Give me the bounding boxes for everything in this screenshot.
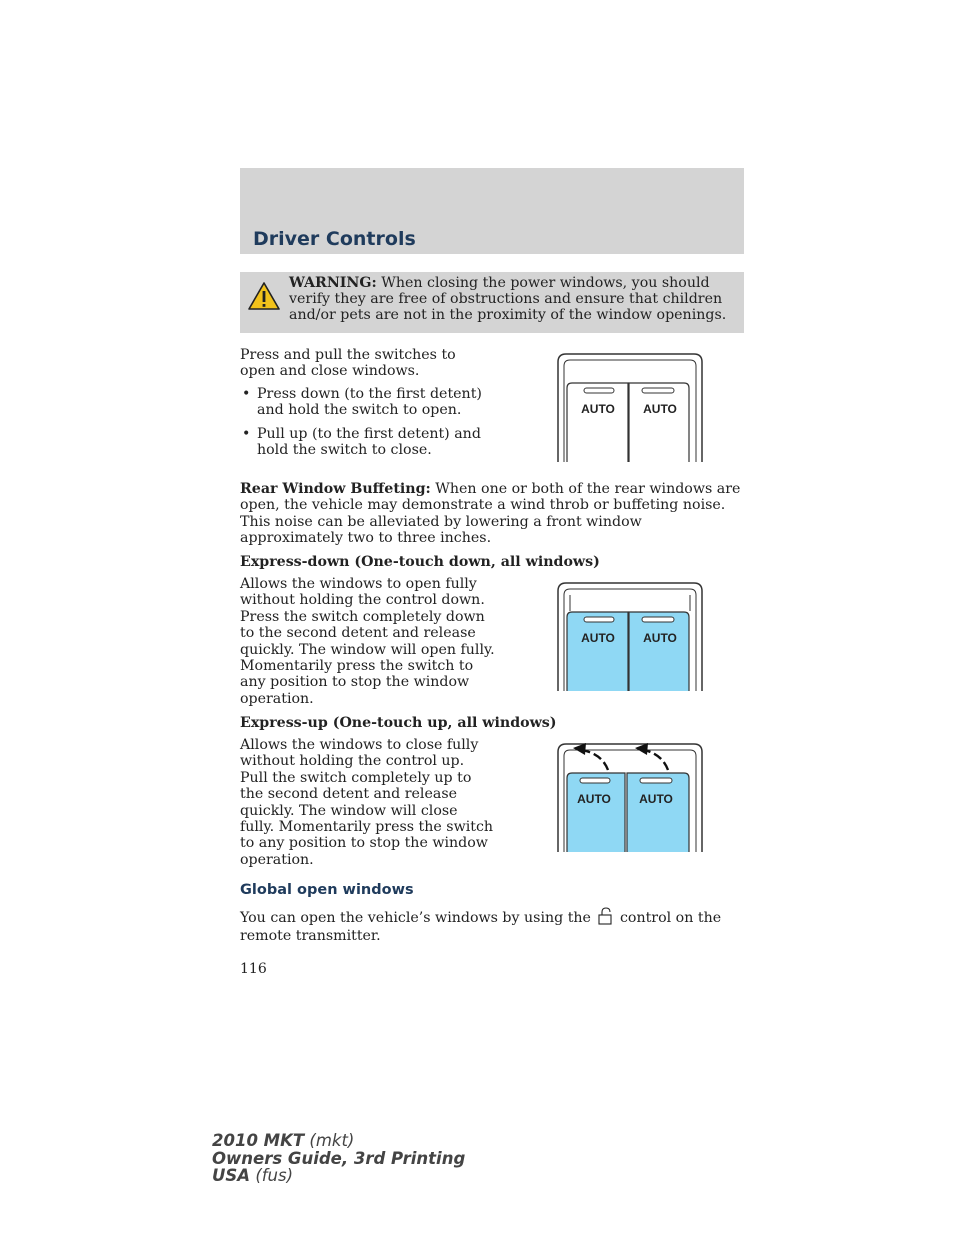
footer-model-code: (mkt) xyxy=(309,1131,355,1150)
global-open-text xyxy=(240,907,744,945)
switch-label-left: AUTO xyxy=(581,402,615,416)
express-down-illustration xyxy=(556,581,704,693)
bullet-item: • Press down (to the first detent) and hold the switch to open. xyxy=(240,386,492,419)
express-up-heading: Express-up (One-touch up, all windows) xyxy=(240,715,557,731)
warning-text: When closing the power windows, you should verify they are free of obstructions and ensure that children and/or pets are not in the proximity of the window openings. xyxy=(289,275,727,324)
express-up-illustration xyxy=(556,742,704,854)
section-header xyxy=(240,168,744,254)
footer-guide: Owners Guide, 3rd Printing xyxy=(212,1148,466,1168)
warning-label: WARNING: xyxy=(289,275,377,291)
switch-label-right: AUTO xyxy=(643,631,677,645)
arrow-up-icon xyxy=(635,743,668,770)
window-switch-illustration xyxy=(556,352,704,464)
switch-label-right: AUTO xyxy=(643,402,677,416)
footer-model: 2010 MKT xyxy=(212,1131,305,1150)
footer-region: USA xyxy=(212,1166,251,1185)
express-up-text: Allows the windows to close fully without holding the control up. Pull the switch completely up to the second detent and release quickly. The window will close fully. Momentarily press the switch to any position to stop the window operation. xyxy=(240,737,494,868)
page-title: Driver Controls xyxy=(253,228,416,250)
intro-text: Press and pull the switches to open and close windows. xyxy=(240,347,456,380)
buffeting-text: When one or both of the rear windows are open, the vehicle may demonstrate a wind throb or buffeting noise. This noise can be alleviated by lowering a front window approximately two to three inches. xyxy=(240,481,741,547)
global-open-text-after: control on the remote transmitter. xyxy=(240,910,722,944)
switch-label-right: AUTO xyxy=(639,792,673,806)
document-footer xyxy=(212,1132,465,1185)
express-down-heading: Express-down (One-touch down, all windows) xyxy=(240,554,600,570)
express-down-text: Allows the windows to open fully without holding the control down. Press the switch completely down to the second detent and release quickly. The window will open fully. Momentarily press the switch to any position to stop the window operation. xyxy=(240,576,495,707)
global-open-heading: Global open windows xyxy=(240,882,414,898)
global-open-text-before: You can open the vehicle’s windows by using the xyxy=(240,910,591,926)
arrow-up-icon xyxy=(573,743,608,770)
switch-label-left: AUTO xyxy=(577,792,611,806)
intro-bullets xyxy=(240,386,492,466)
footer-region-code: (fus) xyxy=(255,1166,294,1185)
buffeting-paragraph xyxy=(240,481,744,547)
warning-box xyxy=(240,272,744,333)
bullet-item: • Pull up (to the first detent) and hold the switch to close. xyxy=(240,426,492,459)
warning-triangle-icon xyxy=(247,281,281,311)
buffeting-label: Rear Window Buffeting: xyxy=(240,481,431,497)
page-number: 116 xyxy=(240,961,267,977)
unlock-icon xyxy=(597,907,613,925)
switch-label-left: AUTO xyxy=(581,631,615,645)
